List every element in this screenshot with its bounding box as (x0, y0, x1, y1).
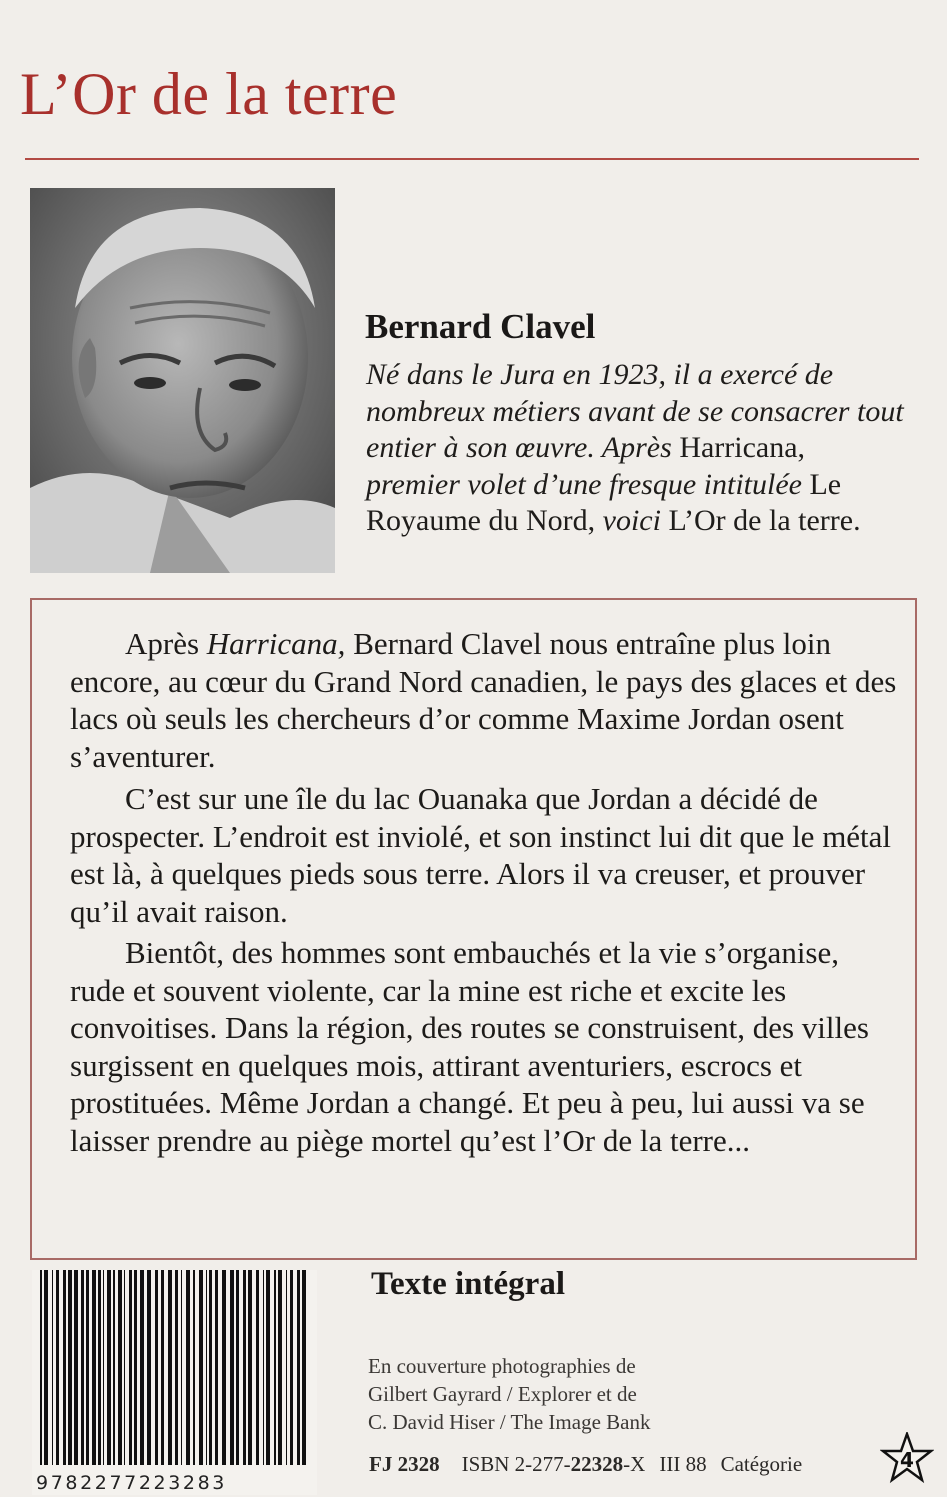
barcode-bar (74, 1270, 78, 1465)
barcode-bar (155, 1270, 158, 1465)
barcode-bar (103, 1270, 104, 1465)
barcode-bar (186, 1270, 190, 1465)
barcode-bar (118, 1270, 122, 1465)
credit-line: Gilbert Gayrard / Explorer et de (368, 1382, 637, 1406)
barcode-bar (274, 1270, 276, 1465)
barcode-bar (230, 1270, 234, 1465)
barcode-bar (86, 1270, 89, 1465)
author-name: Bernard Clavel (365, 307, 596, 346)
barcode-bar (297, 1270, 300, 1465)
blurb-paragraph: Bientôt, des hommes sont embauchés et la vie s’organise, rude et souvent violente, car la mine est riche et excite les convoitises. Dans la région, des routes se construisent, des villes surgissent en quelques mois, attirant aventuriers, escrocs et prostituées. Même Jordan a changé. Et peu à peu, lui aussi va se laisser prendre au piège mortel qu’est l’Or de la terre... (70, 935, 869, 1158)
bio-part: Harricana, (679, 431, 806, 464)
bio-part: L’Or de la terre. (668, 504, 861, 537)
isbn (462, 1452, 646, 1476)
barcode-bar (161, 1270, 164, 1465)
barcode (32, 1270, 317, 1495)
category-label: Catégorie (720, 1452, 803, 1476)
author-bio (366, 357, 906, 540)
blurb-text: Harricana, (206, 626, 346, 661)
barcode-digits: 9782277223283 (36, 1472, 227, 1494)
blurb-box (30, 598, 917, 1260)
title-divider (25, 158, 919, 160)
barcode-bar (40, 1270, 42, 1465)
author-portrait-icon (30, 188, 335, 573)
catalog-code: FJ 2328 (369, 1452, 440, 1476)
barcode-bar (215, 1270, 218, 1465)
barcode-bar (168, 1270, 172, 1465)
blurb-paragraph: C’est sur une île du lac Ouanaka que Jordan a décidé de prospecter. L’endroit est inviolé, et son instinct lui dit que le métal est là, à quelques pieds sous terre. Alors il va creuser, et prouver qu’il avait raison. (70, 781, 892, 929)
barcode-bar (44, 1270, 48, 1465)
cover-credits (368, 1352, 768, 1436)
barcode-bar (193, 1270, 195, 1465)
category-star-icon (880, 1432, 934, 1486)
barcode-bar (134, 1270, 137, 1465)
barcode-bar (56, 1270, 59, 1465)
blurb-text: Bernard Clavel nous entraîne plus loin encore, au cœur du Grand Nord canadien, le pays des glaces et des lacs où seuls les chercheurs d’or comme Maxime Jordan osent s’aventurer. (70, 626, 897, 774)
barcode-bar (113, 1270, 115, 1465)
bio-part: voici (595, 504, 669, 537)
barcode-bar (290, 1270, 293, 1465)
barcode-bar (175, 1270, 178, 1465)
barcode-bar (107, 1270, 111, 1465)
footer-line (369, 1452, 816, 1477)
barcode-bar (129, 1270, 132, 1465)
barcode-bar (140, 1270, 144, 1465)
barcode-bar (52, 1270, 53, 1465)
barcode-bar (248, 1270, 252, 1465)
credit-line: C. David Hiser / The Image Bank (368, 1410, 651, 1434)
author-photo (30, 188, 335, 573)
barcode-bar (124, 1270, 125, 1465)
barcode-bar (278, 1270, 282, 1465)
barcode-bar (236, 1270, 239, 1465)
book-title: L’Or de la terre (20, 61, 398, 127)
barcode-bar (206, 1270, 207, 1465)
isbn-number: 22328 (570, 1452, 624, 1476)
print-date: III 88 (659, 1452, 707, 1476)
barcode-bar (147, 1270, 151, 1465)
blurb-text: Après (125, 626, 207, 661)
isbn-suffix: -X (623, 1452, 646, 1476)
barcode-bar (256, 1270, 259, 1465)
barcode-bar (63, 1270, 66, 1465)
blurb-paragraph (70, 625, 900, 775)
barcode-bar (98, 1270, 101, 1465)
barcode-bar (92, 1270, 96, 1465)
barcode-bar (68, 1270, 72, 1465)
isbn-prefix: ISBN 2-277- (461, 1452, 571, 1476)
barcode-bar (266, 1270, 270, 1465)
credit-line: En couverture photographies de (368, 1354, 636, 1378)
barcode-bar (286, 1270, 287, 1465)
edition-note: Texte intégral (371, 1266, 565, 1302)
barcode-bar (222, 1270, 226, 1465)
barcode-bar (302, 1270, 306, 1465)
barcode-bar (209, 1270, 212, 1465)
bio-part: Le Royaume du Nord, (366, 467, 842, 537)
bio-part: premier volet d’une fresque intitulée (366, 467, 810, 501)
barcode-bar (243, 1270, 246, 1465)
barcode-bar (81, 1270, 84, 1465)
category-number: 4 (900, 1448, 914, 1472)
barcode-bar (263, 1270, 264, 1465)
barcode-bar (181, 1270, 182, 1465)
bio-part: Né dans le Jura en 1923, il a exercé de nombreux métiers avant de se consacrer tout entier à son œuvre. Après (366, 358, 904, 464)
barcode-bar (199, 1270, 203, 1465)
